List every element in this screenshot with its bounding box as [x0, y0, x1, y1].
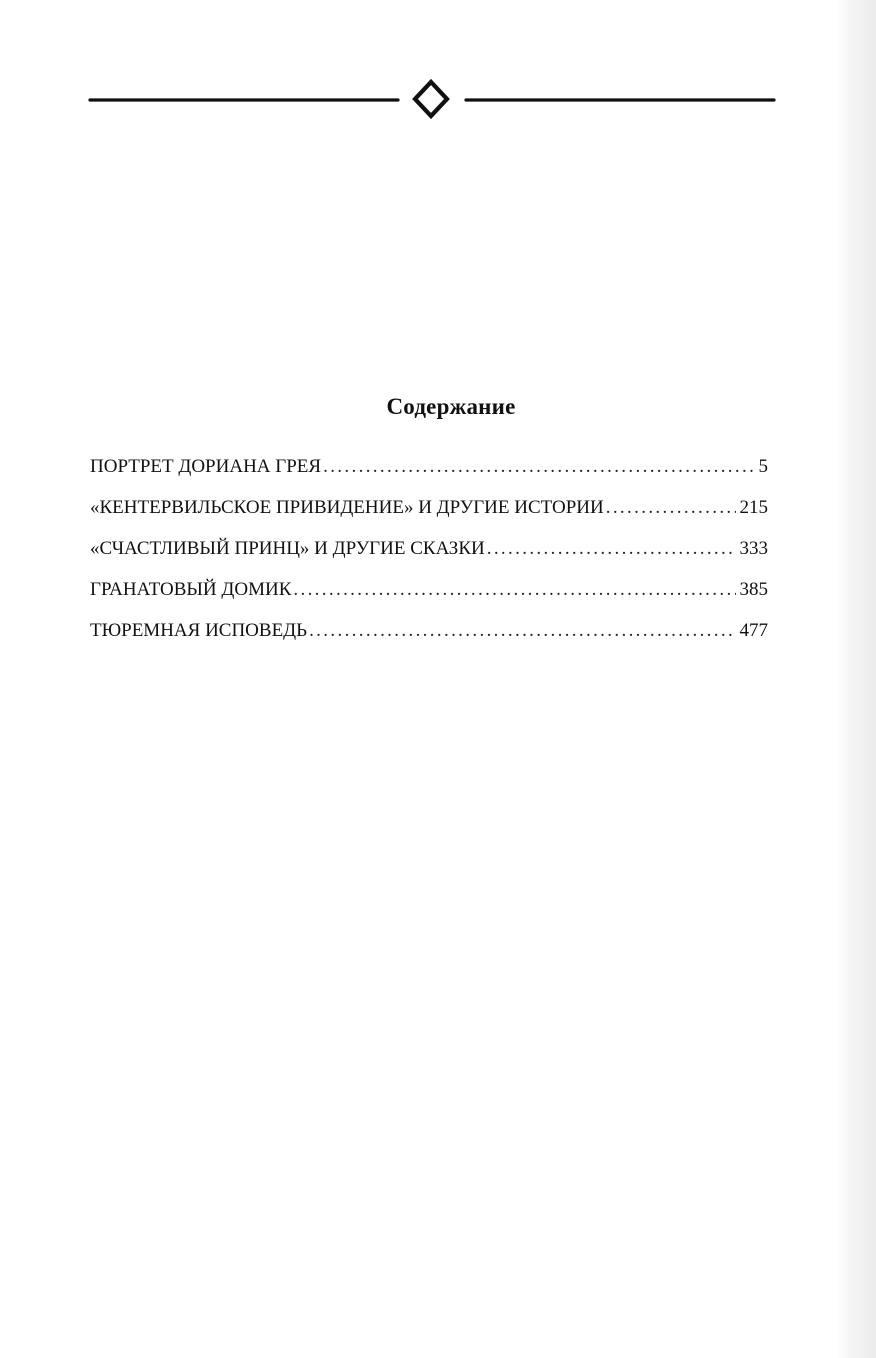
page-title: Содержание [386, 394, 516, 419]
toc-page-number: 215 [739, 497, 768, 518]
dot-leader [309, 616, 735, 646]
toc-entry[interactable] [90, 534, 768, 575]
toc-page-number: 5 [758, 456, 768, 477]
toc-page-number: 477 [739, 620, 768, 641]
toc-entry[interactable] [90, 616, 768, 657]
toc-entry[interactable] [90, 575, 768, 616]
toc-entry-title: ГРАНАТОВЫЙ ДОМИК [90, 579, 292, 600]
toc-entry-title: ТЮРЕМНАЯ ИСПОВЕДЬ [90, 620, 308, 641]
dot-leader [323, 452, 754, 482]
toc-entry-title: ПОРТРЕТ ДОРИАНА ГРЕЯ [90, 456, 322, 477]
diamond-divider-ornament [88, 78, 778, 122]
toc-entry[interactable] [90, 493, 768, 534]
dot-leader [487, 534, 736, 564]
table-of-contents [90, 452, 768, 657]
toc-page-number: 333 [739, 538, 768, 559]
toc-page-number: 385 [739, 579, 768, 600]
page-edge-shadow [836, 0, 876, 1358]
toc-entry-title: «СЧАСТЛИВЫЙ ПРИНЦ» И ДРУГИЕ СКАЗКИ [90, 538, 485, 559]
toc-entry-title: «КЕНТЕРВИЛЬСКОЕ ПРИВИДЕНИЕ» И ДРУГИЕ ИСТОРИИ [90, 497, 604, 518]
dot-leader [293, 575, 735, 605]
dot-leader [606, 493, 736, 523]
toc-entry[interactable] [90, 452, 768, 493]
